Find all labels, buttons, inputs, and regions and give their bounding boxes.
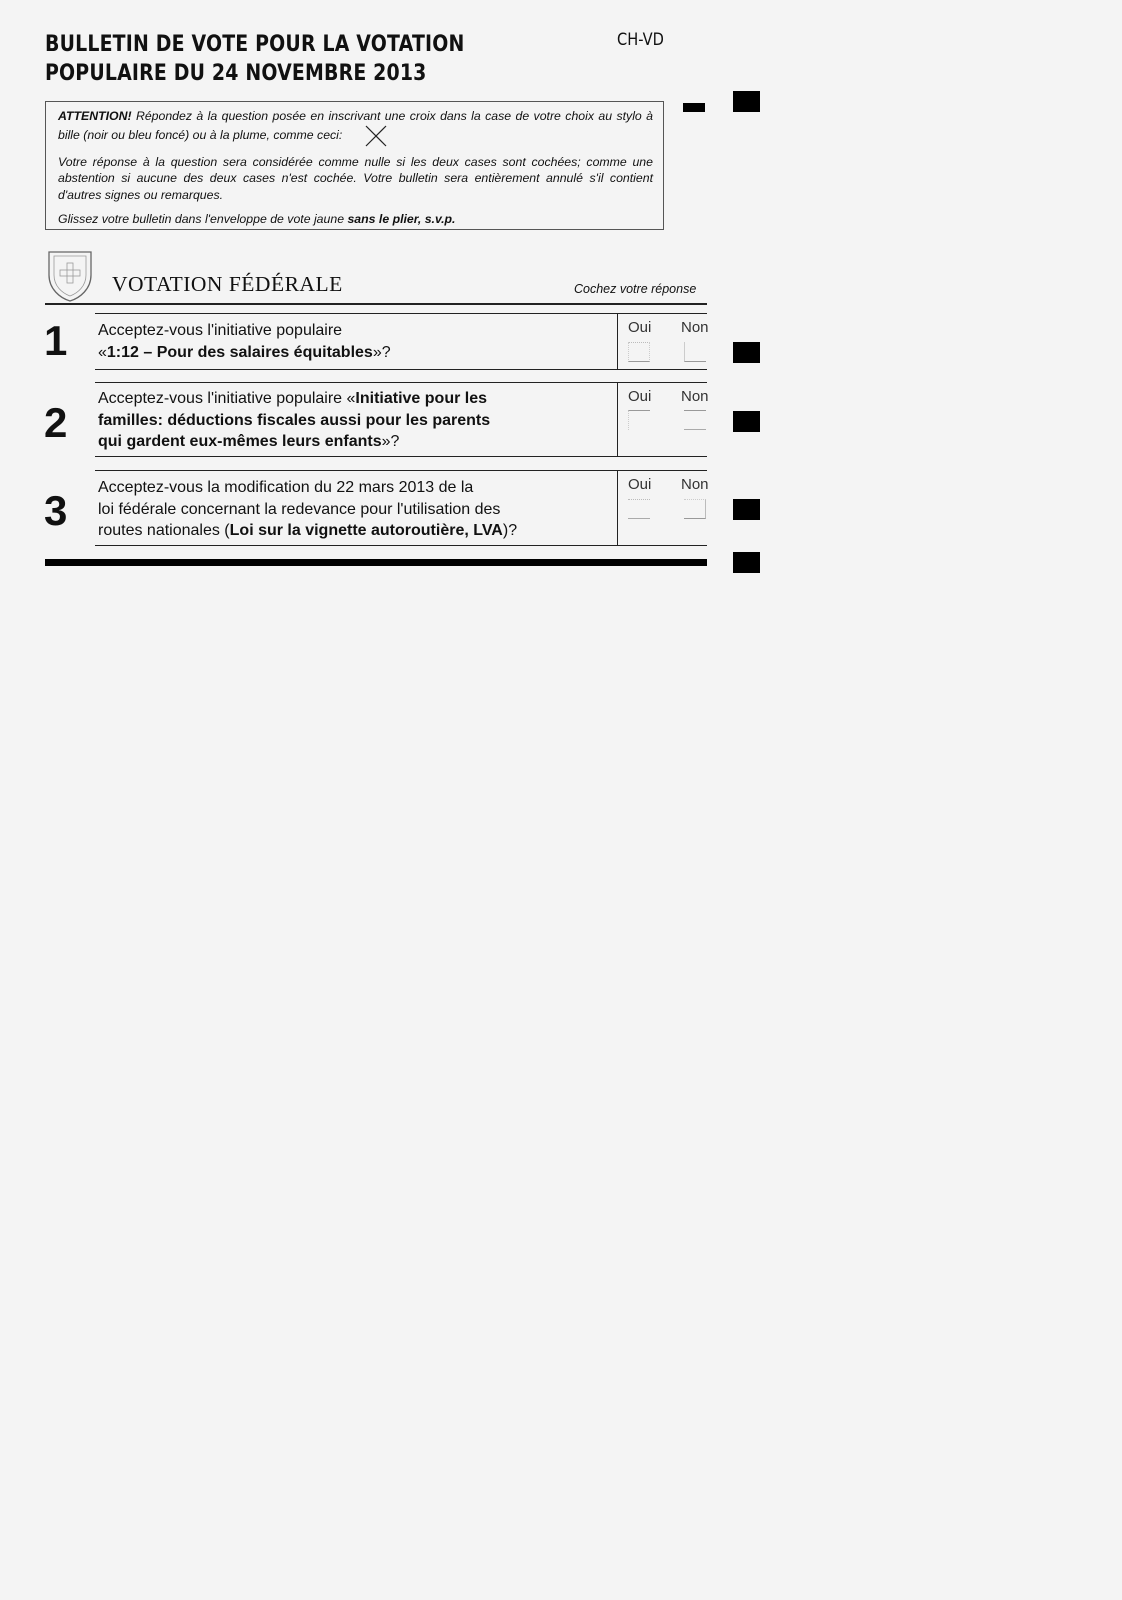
- question-lead: Acceptez-vous l'initiative populaire «: [98, 390, 356, 407]
- envelope-note-emphasis: sans le plier, s.v.p.: [347, 212, 456, 226]
- question-top-rule: [95, 382, 707, 383]
- scan-mark: [683, 103, 705, 112]
- envelope-note-text: Glissez votre bulletin dans l'enveloppe de vote jaune: [58, 212, 348, 226]
- question-text: [98, 388, 578, 453]
- question-number: 1: [44, 317, 68, 364]
- question-text: [98, 477, 578, 542]
- question-lead: routes nationales (: [98, 522, 230, 539]
- scan-mark: [733, 342, 760, 363]
- initiative-title: familles: déductions fiscales aussi pour les parents: [98, 411, 491, 429]
- answer-instruction: Cochez votre réponse: [574, 282, 697, 296]
- swiss-crest-icon: [46, 249, 94, 303]
- question-bottom-rule: [95, 545, 707, 546]
- question-bottom-rule: [95, 369, 707, 370]
- initiative-title: Initiative pour les: [355, 390, 488, 407]
- no-label: Non: [681, 388, 709, 405]
- law-title: Loi sur la vignette autoroutière, LVA: [229, 522, 503, 539]
- yes-checkbox[interactable]: [628, 342, 650, 362]
- quote-close: »?: [372, 343, 391, 361]
- scan-mark: [733, 552, 760, 573]
- question-line: [98, 388, 578, 410]
- ballot-bottom-rule: [45, 559, 707, 566]
- question-top-rule: [95, 470, 707, 471]
- question-bottom-rule: [95, 456, 707, 457]
- ballot-title: [45, 30, 465, 88]
- question-line: [98, 342, 578, 364]
- no-checkbox[interactable]: [684, 342, 706, 362]
- no-label: Non: [681, 476, 709, 493]
- question-top-rule: [95, 313, 707, 314]
- question-number: 2: [44, 399, 68, 446]
- no-checkbox[interactable]: [684, 410, 706, 430]
- attention-label: ATTENTION!: [58, 109, 132, 123]
- no-label: Non: [681, 319, 709, 336]
- question-line: [98, 410, 578, 432]
- question-line: loi fédérale concernant la redevance pour l'utilisation des: [98, 500, 501, 518]
- question-line: Acceptez-vous la modification du 22 mars 2013 de la: [98, 479, 474, 496]
- question-line: Acceptez-vous l'initiative populaire: [98, 322, 343, 339]
- yes-label: Oui: [628, 476, 652, 493]
- section-title: VOTATION FÉDÉRALE: [112, 272, 343, 296]
- scan-mark: [733, 91, 760, 112]
- question-text: [98, 320, 578, 363]
- yes-checkbox[interactable]: [628, 499, 650, 519]
- yes-checkbox[interactable]: [628, 410, 650, 430]
- answer-column-divider: [617, 314, 618, 369]
- attention-line1: [58, 108, 653, 147]
- scan-mark: [733, 411, 760, 432]
- ballot-title-line2: POPULAIRE DU 24 NOVEMBRE 2013: [45, 61, 427, 86]
- question-line: [98, 520, 578, 542]
- no-checkbox[interactable]: [684, 499, 706, 519]
- initiative-title: 1:12 – Pour des salaires équitables: [106, 343, 373, 361]
- yes-label: Oui: [628, 319, 652, 336]
- ballot-title-line1: BULLETIN DE VOTE POUR LA VOTATION: [45, 32, 465, 57]
- attention-envelope-note: [58, 211, 653, 228]
- answer-column-divider: [617, 471, 618, 545]
- answer-column-divider: [617, 383, 618, 456]
- question-close: )?: [502, 522, 518, 539]
- question-line: [98, 431, 578, 453]
- attention-box: [45, 101, 664, 230]
- attention-instructions: Répondez à la question posée en inscrivant une croix dans la case de votre choix au stylo à bille (noir ou bleu foncé) ou à la plume, comme ceci:: [58, 109, 653, 142]
- section-divider: [45, 303, 707, 305]
- cross-mark-icon: [364, 125, 388, 147]
- yes-label: Oui: [628, 388, 652, 405]
- scan-mark: [733, 499, 760, 520]
- question-number: 3: [44, 487, 68, 534]
- canton-code: CH-VD: [617, 30, 664, 50]
- attention-validity-rules: Votre réponse à la question sera considérée comme nulle si les deux cases sont cochées; comme une abstention si aucune des deux cases n'est cochée. Votre bulletin sera entièrement annulé s'il contient d'autres signes ou remarques.: [58, 154, 653, 202]
- initiative-title: qui gardent eux-mêmes leurs enfants: [98, 433, 382, 450]
- quote-open: «: [98, 343, 107, 361]
- quote-close: »?: [381, 433, 400, 450]
